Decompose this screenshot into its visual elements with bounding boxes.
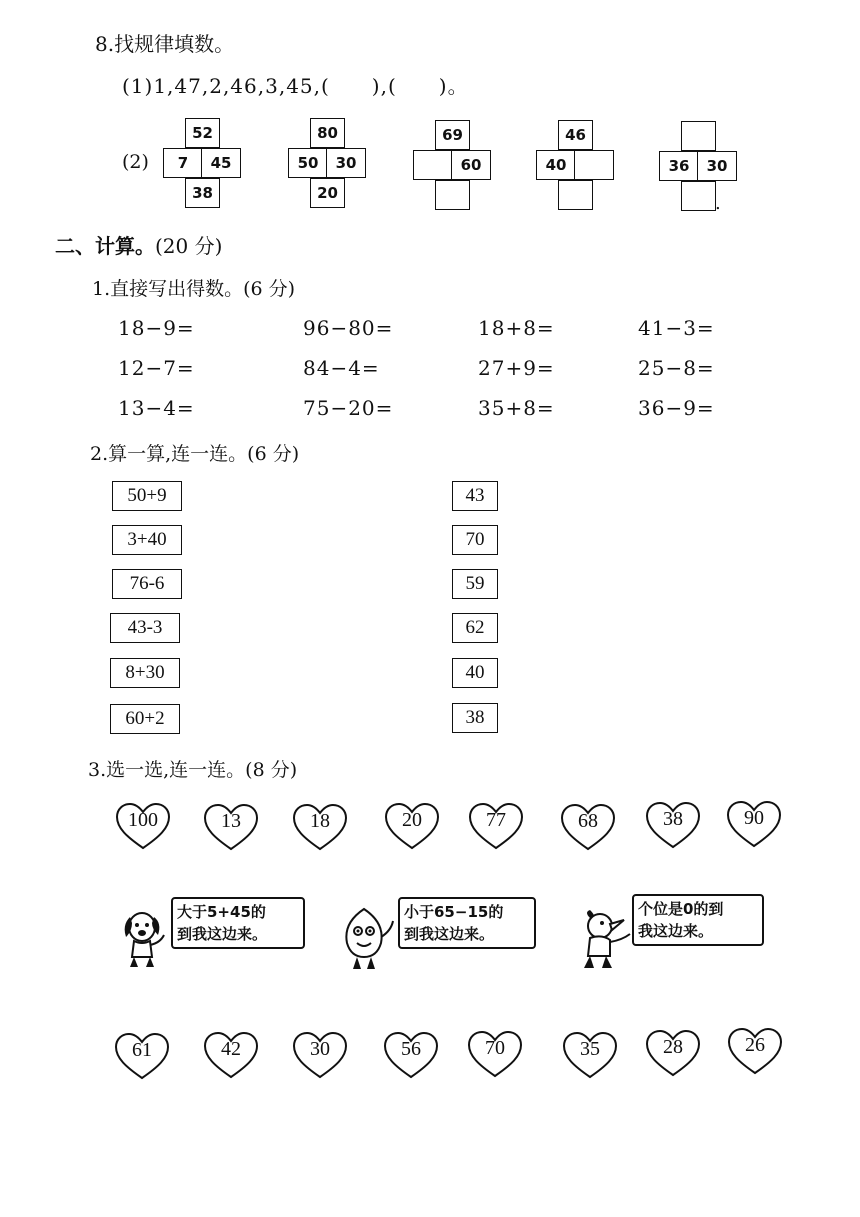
heart-number-label: 13 [221, 810, 241, 832]
cross-cell-bottom[interactable] [435, 180, 470, 210]
heart-number[interactable] [384, 801, 440, 851]
cross-cell-left[interactable]: 7 [163, 148, 203, 178]
sequence-question: (1)1,47,2,46,3,45,( ),( )。 [122, 74, 469, 98]
part-2-label: (2) [122, 151, 149, 173]
heart-number-label: 56 [401, 1038, 421, 1060]
bubble-line: 到我这边来。 [177, 925, 268, 943]
cross-cell-left[interactable]: 40 [536, 150, 576, 180]
calc-item: 18+8= [478, 316, 555, 340]
heart-number[interactable] [468, 801, 524, 851]
heart-number[interactable] [727, 1026, 783, 1076]
heart-number-label: 42 [221, 1038, 241, 1060]
cross-cell-bottom[interactable]: 20 [310, 178, 345, 208]
expression-box[interactable]: 43-3 [110, 613, 180, 643]
cross-cell-bottom[interactable] [681, 181, 716, 211]
heart-number-label: 90 [744, 807, 764, 829]
speech-bubble-2 [398, 897, 536, 949]
heart-number-label: 38 [663, 808, 683, 830]
heart-number[interactable] [645, 1028, 701, 1078]
heart-number-label: 77 [486, 809, 506, 831]
number-cross-2 [288, 118, 368, 214]
calc-item: 27+9= [478, 356, 555, 380]
heart-number-label: 30 [310, 1038, 330, 1060]
cross-cell-top[interactable] [681, 121, 716, 151]
calc-item: 18−9= [118, 316, 195, 340]
expression-box[interactable]: 3+40 [112, 525, 182, 555]
number-cross-4 [536, 120, 616, 216]
calc-item: 12−7= [118, 356, 195, 380]
expression-box[interactable]: 76-6 [112, 569, 182, 599]
section-2-title: 二、计算。 [55, 234, 155, 258]
heart-number-label: 35 [580, 1038, 600, 1060]
trailing-period: . [715, 193, 721, 214]
heart-number[interactable] [203, 802, 259, 852]
bubble-line: 个位是0的到 [638, 900, 724, 918]
cross-cell-left[interactable]: 36 [659, 151, 699, 181]
heart-number[interactable] [203, 1030, 259, 1080]
question-3-title: 3.选一选,连一连。(8 分) [88, 759, 298, 781]
answer-box[interactable]: 40 [452, 658, 498, 688]
heart-number-label: 26 [745, 1034, 765, 1056]
question-2-title: 2.算一算,连一连。(6 分) [90, 443, 300, 465]
cross-cell-top[interactable]: 52 [185, 118, 220, 148]
heart-number[interactable] [726, 799, 782, 849]
heart-number-label: 68 [578, 810, 598, 832]
heart-number-label: 61 [132, 1039, 152, 1061]
bird-character-icon [576, 908, 634, 974]
speech-bubble-3 [632, 894, 764, 946]
answer-box[interactable]: 70 [452, 525, 498, 555]
cross-cell-right[interactable] [574, 150, 614, 180]
bubble-line: 到我这边来。 [404, 925, 495, 943]
section-2-heading [55, 230, 222, 259]
calc-item: 13−4= [118, 396, 195, 420]
answer-box[interactable]: 62 [452, 613, 498, 643]
heart-number[interactable] [467, 1029, 523, 1079]
calc-item: 96−80= [303, 316, 394, 340]
heart-number-label: 70 [485, 1037, 505, 1059]
answer-box[interactable]: 43 [452, 481, 498, 511]
leaf-character-icon [333, 905, 395, 973]
heart-number[interactable] [645, 800, 701, 850]
cross-cell-right[interactable]: 30 [326, 148, 366, 178]
bubble-line: 大于5+45的 [177, 903, 266, 921]
heart-number[interactable] [114, 1031, 170, 1081]
cross-cell-top[interactable]: 69 [435, 120, 470, 150]
section-2-points: (20 分) [155, 234, 223, 258]
heart-number-label: 20 [402, 809, 422, 831]
cross-cell-top[interactable]: 46 [558, 120, 593, 150]
calc-item: 75−20= [303, 396, 394, 420]
expression-box[interactable]: 8+30 [110, 658, 180, 688]
expression-box[interactable]: 50+9 [112, 481, 182, 511]
number-cross-3 [413, 120, 493, 216]
calc-item: 25−8= [638, 356, 715, 380]
heart-number[interactable] [560, 802, 616, 852]
heart-number-label: 18 [310, 810, 330, 832]
expression-box[interactable]: 60+2 [110, 704, 180, 734]
heart-number-label: 100 [128, 809, 158, 831]
cross-cell-right[interactable]: 30 [697, 151, 737, 181]
answer-box[interactable]: 59 [452, 569, 498, 599]
heart-number[interactable] [562, 1030, 618, 1080]
cross-cell-right[interactable]: 45 [201, 148, 241, 178]
calc-item: 36−9= [638, 396, 715, 420]
dog-character-icon [112, 905, 172, 970]
heart-number-label: 28 [663, 1036, 683, 1058]
heart-number[interactable] [292, 802, 348, 852]
heart-number[interactable] [115, 801, 171, 851]
bubble-line: 我这边来。 [638, 922, 714, 940]
cross-cell-left[interactable]: 50 [288, 148, 328, 178]
question-1-title: 1.直接写出得数。(6 分) [92, 278, 296, 300]
speech-bubble-1 [171, 897, 305, 949]
cross-cell-bottom[interactable] [558, 180, 593, 210]
answer-box[interactable]: 38 [452, 703, 498, 733]
cross-cell-bottom[interactable]: 38 [185, 178, 220, 208]
number-cross-5 [659, 121, 739, 217]
calc-item: 41−3= [638, 316, 715, 340]
bubble-line: 小于65−15的 [404, 903, 504, 921]
number-cross-1 [163, 118, 243, 214]
question-8-title: 8.找规律填数。 [95, 32, 235, 56]
calc-item: 35+8= [478, 396, 555, 420]
heart-number[interactable] [292, 1030, 348, 1080]
cross-cell-left[interactable] [413, 150, 453, 180]
calc-item: 84−4= [303, 356, 380, 380]
heart-number[interactable] [383, 1030, 439, 1080]
cross-cell-top[interactable]: 80 [310, 118, 345, 148]
cross-cell-right[interactable]: 60 [451, 150, 491, 180]
